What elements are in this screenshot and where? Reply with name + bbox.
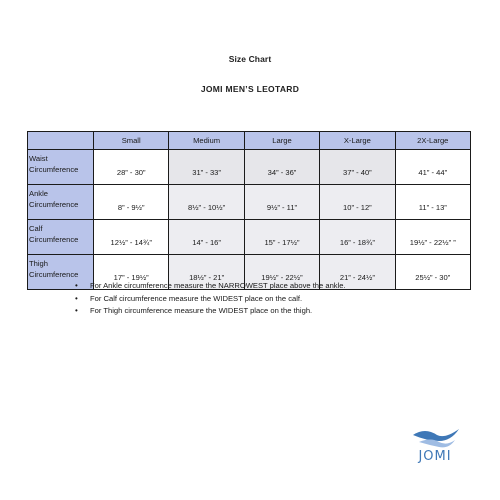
product-title: JOMI MEN’S LEOTARD xyxy=(200,84,300,94)
chart-title: Size Chart xyxy=(228,54,272,64)
table-cell: 25½” - 30” xyxy=(395,255,470,290)
table-row-ankle xyxy=(28,185,471,220)
jomi-logo xyxy=(405,425,465,470)
table-cell: 16” - 18¾” xyxy=(320,220,395,255)
table-cell: 8” - 9½” xyxy=(94,185,169,220)
table-cell: 9½” - 11” xyxy=(244,185,319,220)
table-cell: 19½” - 22½” xyxy=(244,255,319,290)
row-label-line: Waist xyxy=(29,154,48,163)
table-cell: 41” - 44” xyxy=(395,150,470,185)
table-cell: 18½” - 21” xyxy=(169,255,244,290)
list-item: • For Calf circumference measure the WIDEST place on the calf. xyxy=(75,293,346,306)
table-cell: 31” - 33” xyxy=(169,150,244,185)
table-cell: 28” - 30” xyxy=(94,150,169,185)
table-cell: 21” - 24½” xyxy=(320,255,395,290)
table-cell: 15” - 17½” xyxy=(244,220,319,255)
table-cell: 17” - 19½” xyxy=(94,255,169,290)
table-cell: 14” - 16” xyxy=(169,220,244,255)
header-corner-cell xyxy=(28,132,94,150)
table-cell: 37” - 40” xyxy=(320,150,395,185)
size-chart-table xyxy=(27,131,471,290)
column-header-large: Large xyxy=(244,132,319,150)
row-label-line: Circumference xyxy=(29,235,79,244)
row-label-line: Calf xyxy=(29,224,43,233)
row-label-calf xyxy=(28,220,94,255)
column-header-medium: Medium xyxy=(169,132,244,150)
table-cell: 8½” - 10½” xyxy=(169,185,244,220)
column-header-x-large: X-Large xyxy=(320,132,395,150)
row-label-waist xyxy=(28,150,94,185)
column-header-2x-large: 2X-Large xyxy=(395,132,470,150)
row-label-line: Thigh xyxy=(29,259,48,268)
row-label-line: Circumference xyxy=(29,270,79,279)
table-cell: 19½” - 22½” ” xyxy=(395,220,470,255)
table-cell: 11” - 13” xyxy=(395,185,470,220)
table-row-calf xyxy=(28,220,471,255)
column-header-small: Small xyxy=(94,132,169,150)
measurement-notes-list xyxy=(75,280,346,318)
row-label-line: Circumference xyxy=(29,200,79,209)
list-item: • For Thigh circumference measure the WIDEST place on the thigh. xyxy=(75,305,346,318)
table-cell: 12½” - 14¾” xyxy=(94,220,169,255)
row-label-line: Ankle xyxy=(29,189,48,198)
table-row-waist xyxy=(28,150,471,185)
logo-wordmark: JOMI xyxy=(418,449,452,464)
table-cell: 10” - 12” xyxy=(320,185,395,220)
list-item: • For Ankle circumference measure the NARROWEST place above the ankle. xyxy=(75,280,346,293)
row-label-ankle xyxy=(28,185,94,220)
table-header-row xyxy=(28,132,471,150)
row-label-line: Circumference xyxy=(29,165,79,174)
table-cell: 34” - 36” xyxy=(244,150,319,185)
jomi-wave-logo-icon xyxy=(405,425,465,451)
